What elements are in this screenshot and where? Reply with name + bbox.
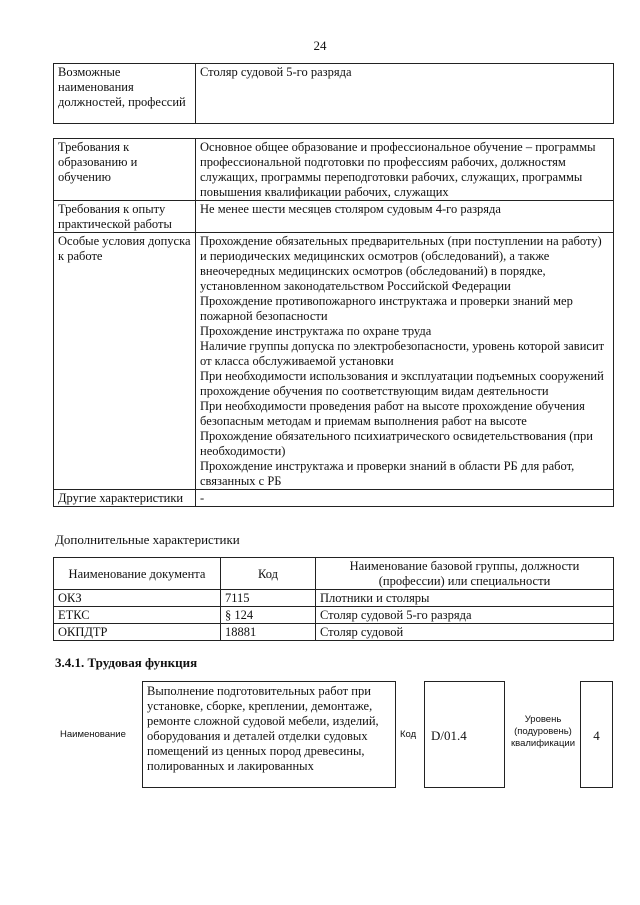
requirements-label-other: Другие характеристики	[54, 490, 196, 507]
requirements-value-education	[196, 139, 614, 201]
table-cell: Столяр судовой 5-го разряда	[316, 607, 614, 624]
requirement-paragraph: Основное общее образование и профессиональное обучение – программы профессиональной подготовки по профессиям рабочих, должностям служащих, программы переподготовки рабочих, служащих, программы повышения квалификации рабочих, служащих	[200, 140, 596, 199]
position-names-label: Возможные наименования должностей, профессий	[54, 64, 196, 124]
requirement-paragraph: При необходимости использования и эксплуатации подъемных сооружений прохождение обучения по соответствующим видам деятельности	[200, 369, 604, 398]
requirements-value-experience	[196, 201, 614, 233]
table-row	[54, 607, 614, 624]
table-row	[54, 233, 614, 490]
labor-function-title: 3.4.1. Трудовая функция	[55, 655, 198, 670]
table-row	[54, 64, 614, 124]
requirement-paragraph: Прохождение инструктажа по охране труда	[200, 324, 432, 338]
page-number: 24	[313, 38, 327, 53]
table-row	[54, 590, 614, 607]
column-header-document: Наименование документа	[54, 558, 221, 590]
labor-function-code-box: D/01.4	[424, 681, 505, 788]
table-cell: § 124	[221, 607, 316, 624]
position-names-value: Столяр судовой 5-го разряда	[196, 64, 614, 124]
table-cell: ОКЗ	[54, 590, 221, 607]
table-cell: 18881	[221, 624, 316, 641]
table-cell: Столяр судовой	[316, 624, 614, 641]
requirement-paragraph: При необходимости проведения работ на высоте прохождение обучения безопасным методам и приемам выполнения работ на высоте	[200, 399, 585, 428]
requirement-paragraph: Наличие группы допуска по электробезопасности, уровень которой зависит от класса обслуживаемой установки	[200, 339, 605, 368]
table-row	[54, 139, 614, 201]
table-row	[54, 201, 614, 233]
table-row	[54, 490, 614, 507]
requirements-label-experience: Требования к опыту практической работы	[54, 201, 196, 233]
column-header-group: Наименование базовой группы, должности (профессии) или специальности	[316, 558, 614, 590]
table-cell: ОКПДТР	[54, 624, 221, 641]
extra-section-title: Дополнительные характеристики	[55, 532, 240, 547]
table-cell: Плотники и столяры	[316, 590, 614, 607]
table-header-row	[54, 558, 614, 590]
requirements-table	[53, 138, 614, 507]
labor-function-name-box: Выполнение подготовительных работ при установке, сборке, креплении, демонтаже, ремонте сложной судовой мебели, изделий, оборудования и деталей отделки судовых помещений из ценных пород древесины, полированных и лакированных	[142, 681, 396, 788]
qualification-level-label: Уровень (подуровень) квалификации	[510, 714, 576, 749]
requirements-value-admission	[196, 233, 614, 490]
requirements-label-admission: Особые условия допуска к работе	[54, 233, 196, 490]
qualification-level-box: 4	[580, 681, 613, 788]
requirement-paragraph: Прохождение обязательного психиатрического освидетельствования (при необходимости)	[200, 429, 593, 458]
requirement-paragraph: Прохождение инструктажа и проверки знаний в области РБ для работ, связанных с РБ	[200, 459, 575, 488]
position-names-table	[53, 63, 614, 124]
labor-function-code-label: Код	[400, 729, 417, 740]
table-row	[54, 624, 614, 641]
table-cell: 7115	[221, 590, 316, 607]
requirements-label-education: Требования к образованию и обучению	[54, 139, 196, 201]
requirement-paragraph: Прохождение обязательных предварительных (при поступлении на работу) и периодических медицинских осмотров (обследований), а также внеочередных медицинских осмотров (обследований) в порядке, установленном законодательством Российской Федерации	[200, 234, 602, 293]
requirements-value-other	[196, 490, 614, 507]
extra-characteristics-table	[53, 557, 614, 641]
column-header-code: Код	[221, 558, 316, 590]
table-cell: ЕТКС	[54, 607, 221, 624]
requirement-paragraph: -	[200, 491, 205, 505]
requirement-paragraph: Прохождение противопожарного инструктажа и проверки знаний мер пожарной безопасности	[200, 294, 573, 323]
requirement-paragraph: Не менее шести месяцев столяром судовым 4-го разряда	[200, 202, 501, 216]
labor-function-name-label: Наименование	[60, 729, 126, 740]
